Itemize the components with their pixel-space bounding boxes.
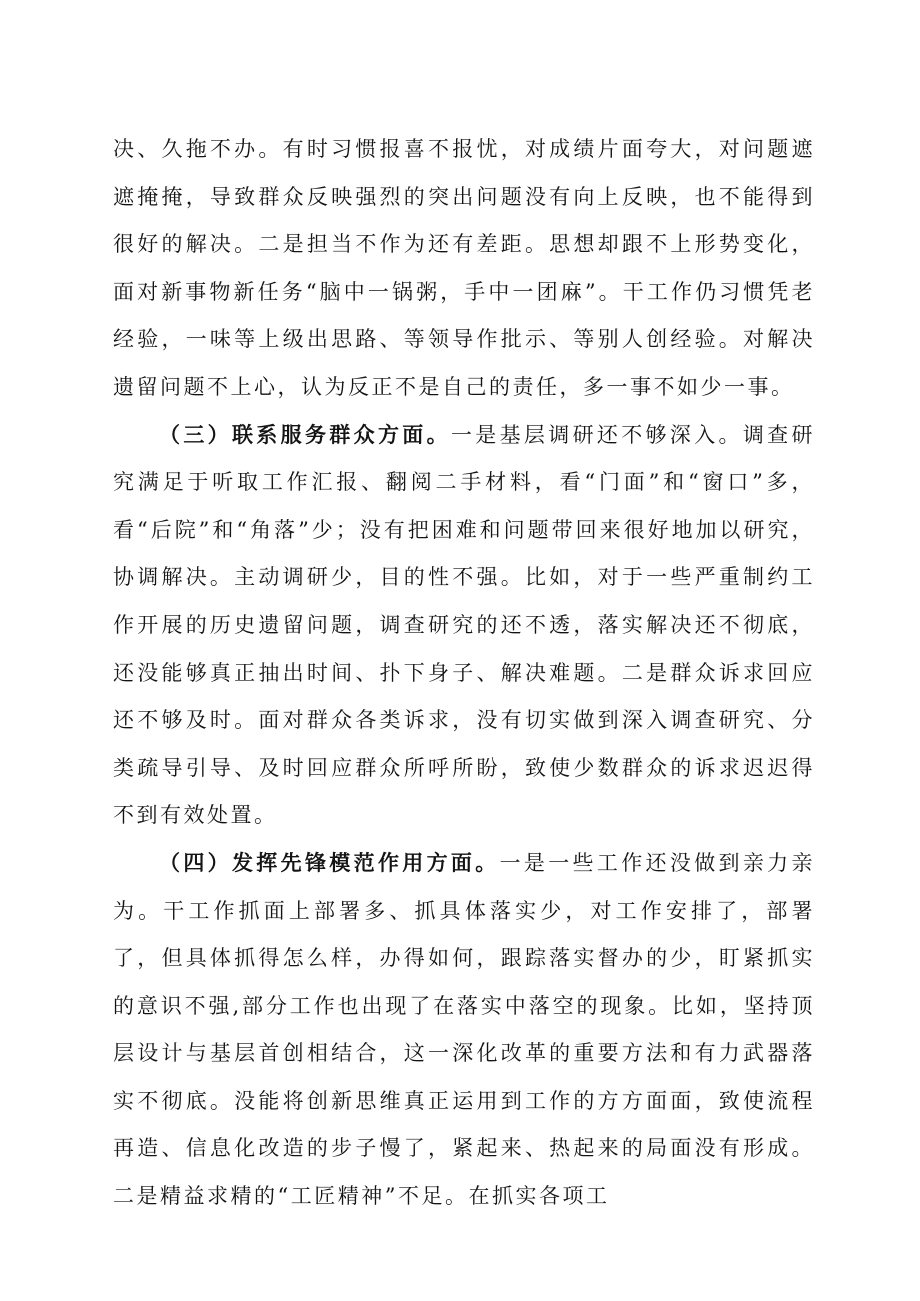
section-heading-3: （三）联系服务群众方面。 — [159, 422, 451, 447]
section-heading-4: （四）发挥先锋模范作用方面。 — [159, 850, 500, 875]
paragraph-section-4 — [113, 840, 815, 1221]
paragraph-continuation — [113, 126, 815, 412]
paragraph-text: 决、久拖不办。有时习惯报喜不报忧，对成绩片面夸大，对问题遮遮掩掩，导致群众反映强烈的突出问题没有向上反映，也不能得到很好的解决。二是担当不作为还有差距。思想却跟不上形势变化，面对新事物新任务“脑中一锅粥，手中一团麻”。干工作仍习惯凭老经验，一味等上级出思路、等领导作批示、等别人创经验。对解决遗留问题不上心，认为反正不是自己的责任，多一事不如少一事。 — [113, 137, 815, 399]
paragraph-text: 一是基层调研还不够深入。调查研究满足于听取工作汇报、翻阅二手材料，看“门面”和“窗口”多，看“后院”和“角落”少；没有把困难和问题带回来很好地加以研究，协调解决。主动调研少，目的性不强。比如，对于一些严重制约工作开展的历史遗留问题，调查研究的还不透，落实解决还不彻底，还没能够真正抽出时间、扑下身子、解决难题。二是群众诉求回应还不够及时。面对群众各类诉求，没有切实做到深入调查研究、分类疏导引导、及时回应群众所呼所盼，致使少数群众的诉求迟迟得不到有效处置。 — [113, 422, 816, 828]
paragraph-text: 一是一些工作还没做到亲力亲为。干工作抓面上部署多、抓具体落实少，对工作安排了，部署了，但具体抓得怎么样，办得如何，跟踪落实督办的少，盯紧抓实的意识不强,部分工作也出现了在落实中落空的现象。比如，坚持顶层设计与基层首创相结合，这一深化改革的重要方法和有力武器落实不彻底。没能将创新思维真正运用到工作的方方面面，致使流程再造、信息化改造的步子慢了，紧起来、热起来的局面没有形成。二是精益求精的“工匠精神”不足。在抓实各项工 — [113, 850, 816, 1209]
paragraph-section-3 — [113, 412, 815, 840]
document-body — [113, 126, 815, 1221]
